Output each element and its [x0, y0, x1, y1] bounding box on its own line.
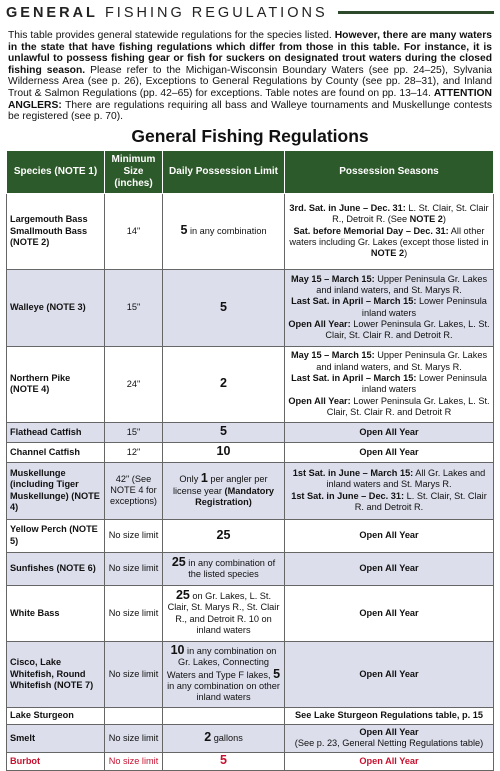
season-dates: 3rd. Sat. in June – Dec. 31: — [289, 203, 406, 213]
season-dates: 1st Sat. in June – March 15: — [292, 468, 414, 479]
size-cell: 15" — [105, 269, 163, 346]
season-cell — [285, 442, 494, 462]
limit-cell — [163, 585, 285, 641]
season-line — [288, 563, 490, 574]
season-dates: Open All Year: — [288, 395, 351, 406]
season-dates: Open All Year — [359, 755, 419, 766]
table-title: General Fishing Regulations — [131, 125, 369, 146]
section-header — [6, 2, 494, 24]
season-line — [288, 608, 490, 619]
limit-cell — [163, 552, 285, 585]
season-line — [288, 350, 490, 373]
size-cell: No size limit — [105, 552, 163, 585]
season-note: NOTE 2 — [409, 214, 443, 225]
season-cell — [285, 462, 494, 519]
season-cell — [285, 552, 494, 585]
limit-number: 5 — [220, 424, 227, 439]
regulations-table — [6, 150, 494, 771]
species-cell: Largemouth Bass Smallmouth Bass (NOTE 2) — [7, 193, 105, 269]
table-row — [7, 462, 494, 519]
season-waters: All Gr. Lakes and inland waters and St. Marys R. — [326, 468, 486, 490]
limit-text: per angler per license year — [172, 474, 268, 496]
size-cell: 24" — [105, 346, 163, 422]
season-waters: ) — [404, 248, 408, 259]
size-cell — [105, 707, 163, 724]
limit-number: 5 — [180, 223, 188, 238]
limit-cell — [163, 422, 285, 442]
page — [0, 2, 500, 768]
season-line — [288, 373, 490, 396]
species-cell: Burbot — [7, 752, 105, 770]
season-note: NOTE 2 — [370, 248, 405, 259]
size-cell: 42" (See NOTE 4 for exceptions) — [105, 462, 163, 519]
limit-number: 25 — [171, 554, 186, 569]
table-row — [7, 724, 494, 752]
season-line — [288, 447, 490, 458]
species-cell: Northern Pike (NOTE 4) — [7, 346, 105, 422]
table-row — [7, 346, 494, 422]
season-dates: Open All Year — [359, 668, 419, 679]
season-line — [288, 669, 490, 680]
season-waters: Upper Peninsula Gr. Lakes and inland waters, and St. Marys R. — [316, 350, 488, 372]
table-row — [7, 269, 494, 346]
table-row — [7, 442, 494, 462]
limit-cell — [163, 707, 285, 724]
season-dates: Open All Year — [359, 726, 419, 737]
limit-number: 10 — [170, 643, 185, 657]
season-waters: (See p. 23, General Netting Regulations table) — [294, 738, 484, 749]
limit-number: 5 — [273, 666, 281, 681]
species-cell: White Bass — [7, 585, 105, 641]
limit-cell — [163, 641, 285, 707]
limit-text: in any combination of the listed species — [185, 557, 276, 580]
season-cell — [285, 422, 494, 442]
season-cell — [285, 752, 494, 770]
season-waters: L. St. Clair, St. Clair R., Detroit R. (See — [332, 203, 489, 225]
limit-text: gallons — [211, 733, 243, 744]
season-line — [288, 296, 490, 319]
season-waters: Lower Peninsula inland waters — [361, 372, 487, 395]
size-cell: No size limit — [105, 724, 163, 752]
intro-paragraph: This table provides general statewide regulations for the species listed. However, there are many waters in the state that have fishing regulations which differ from those in this table. For instance, it is unlawful to possess fishing gear or fish for suckers on designated trout waters during the closed fishing season. Please refer to the Michigan-Wisconsin Boundary Waters (see pp. 24–25), Sylvania Wilderness Area (see p. 26), Exceptions to General Regulations by County (see pp. 28–31), and Inland Trout & Salmon Regulations (pp. 42–65) for exceptions. Table notes are found on pp. 13–14. ATTENTION ANGLERS: There are regulations requiring all bass and Walleye tournaments and Muskellunge contests be registered (see p. 70). — [8, 30, 492, 123]
season-waters: Upper Peninsula Gr. Lakes and inland waters, and St. Marys R. — [316, 273, 488, 296]
season-line — [288, 274, 490, 297]
limit-cell — [163, 724, 285, 752]
table-row — [7, 193, 494, 269]
table-row — [7, 422, 494, 442]
species-cell: Walleye (NOTE 3) — [7, 269, 105, 346]
limit-number: 2 — [204, 730, 212, 745]
limit-prefix: Only — [179, 474, 201, 485]
season-cell — [285, 585, 494, 641]
table-row — [7, 752, 494, 770]
season-waters: All other waters including Gr. Lakes (except those listed in — [289, 225, 489, 247]
table-body — [7, 193, 494, 770]
season-dates: Open All Year — [359, 426, 419, 437]
season-waters: ) — [442, 214, 446, 225]
species-cell: Sunfishes (NOTE 6) — [7, 552, 105, 585]
limit-number: 1 — [200, 471, 208, 486]
season-waters: L. St. Clair, St. Clair R. and Detroit R. — [354, 490, 487, 513]
limit-number: 10 — [216, 444, 231, 459]
table-row — [7, 641, 494, 707]
col-season: Possession Seasons — [285, 150, 494, 193]
species-cell: Lake Sturgeon — [7, 707, 105, 724]
season-line — [288, 396, 490, 419]
season-dates: Open All Year — [359, 530, 419, 541]
species-cell: Smelt — [7, 724, 105, 752]
table-row — [7, 519, 494, 552]
section-title: GENERAL FISHING REGULATIONS — [6, 2, 338, 24]
season-line — [288, 427, 490, 438]
limit-cell — [163, 193, 285, 269]
season-waters: Lower Peninsula Gr. Lakes, L. St. Clair, St. Clair R. and Detroit R — [326, 395, 490, 417]
limit-number: 5 — [220, 753, 227, 768]
season-cell — [285, 707, 494, 724]
table-row — [7, 552, 494, 585]
season-line — [288, 530, 490, 541]
species-cell: Cisco, Lake Whitefish, Round Whitefish (NOTE 7) — [7, 641, 105, 707]
season-waters: Lower Peninsula inland waters — [361, 296, 487, 318]
season-cell — [285, 641, 494, 707]
season-line — [288, 203, 490, 226]
season-dates: Open All Year — [359, 563, 419, 574]
col-species: Species (NOTE 1) — [7, 150, 105, 193]
species-cell: Muskellunge (including Tiger Muskellunge) (NOTE 4) — [7, 462, 105, 519]
limit-cell — [163, 519, 285, 552]
species-cell: Yellow Perch (NOTE 5) — [7, 519, 105, 552]
limit-number: 2 — [220, 376, 227, 391]
table-row — [7, 707, 494, 724]
season-dates: Sat. before Memorial Day – Dec. 31: — [293, 225, 449, 236]
size-cell: 12" — [105, 442, 163, 462]
season-dates: Last Sat. in April – March 15: — [291, 372, 417, 383]
limit-text: on Gr. Lakes, L. St. Clair, St. Marys R., St. Clair R., and Detroit R. 10 on inland waters — [167, 591, 280, 636]
season-dates: May 15 – March 15: — [290, 273, 375, 284]
season-line — [288, 226, 490, 260]
limit-cell — [163, 462, 285, 519]
limit-cell — [163, 269, 285, 346]
season-line — [288, 491, 490, 514]
size-cell: No size limit — [105, 519, 163, 552]
size-cell: No size limit — [105, 641, 163, 707]
limit-number: 25 — [175, 588, 190, 603]
season-cell — [285, 519, 494, 552]
species-cell: Channel Catfish — [7, 442, 105, 462]
season-line — [288, 756, 490, 767]
limit-number: 25 — [216, 527, 231, 542]
limit-note: (Mandatory Registration) — [195, 485, 275, 507]
season-dates: Open All Year — [359, 446, 419, 457]
season-waters: Lower Peninsula Gr. Lakes, L. St. Clair, St. Clair R. and Detroit R. — [325, 319, 490, 341]
size-cell: 14" — [105, 193, 163, 269]
col-limit: Daily Possession Limit — [163, 150, 285, 193]
season-line — [288, 468, 490, 491]
limit-cell — [163, 346, 285, 422]
season-cell — [285, 193, 494, 269]
season-line — [288, 710, 490, 721]
species-cell: Flathead Catfish — [7, 422, 105, 442]
season-dates: 1st Sat. in June – Dec. 31: — [291, 490, 405, 501]
season-line — [288, 319, 490, 342]
season-line — [288, 727, 490, 738]
col-size: Minimum Size (inches) — [105, 150, 163, 193]
size-cell: 15" — [105, 422, 163, 442]
season-dates: See Lake Sturgeon Regulations table, p. 15 — [295, 710, 483, 721]
size-cell: No size limit — [105, 585, 163, 641]
season-dates: Last Sat. in April – March 15: — [291, 296, 417, 307]
season-dates: Open All Year — [359, 607, 419, 618]
season-cell — [285, 346, 494, 422]
season-cell — [285, 724, 494, 752]
limit-text: in any combination — [187, 226, 267, 237]
table-header-row — [7, 150, 494, 193]
season-cell — [285, 269, 494, 346]
limit-text: in any combination on other inland waters — [167, 680, 280, 703]
limit-number: 5 — [220, 299, 227, 314]
table-row — [7, 585, 494, 641]
season-dates: Open All Year: — [288, 319, 351, 330]
limit-cell — [163, 752, 285, 770]
season-dates: May 15 – March 15: — [290, 350, 375, 361]
size-cell: No size limit — [105, 752, 163, 770]
limit-cell — [163, 442, 285, 462]
limit-text: in any combination on Gr. Lakes, Connecting Waters and Type F lakes, — [166, 646, 277, 680]
season-line — [288, 738, 490, 749]
